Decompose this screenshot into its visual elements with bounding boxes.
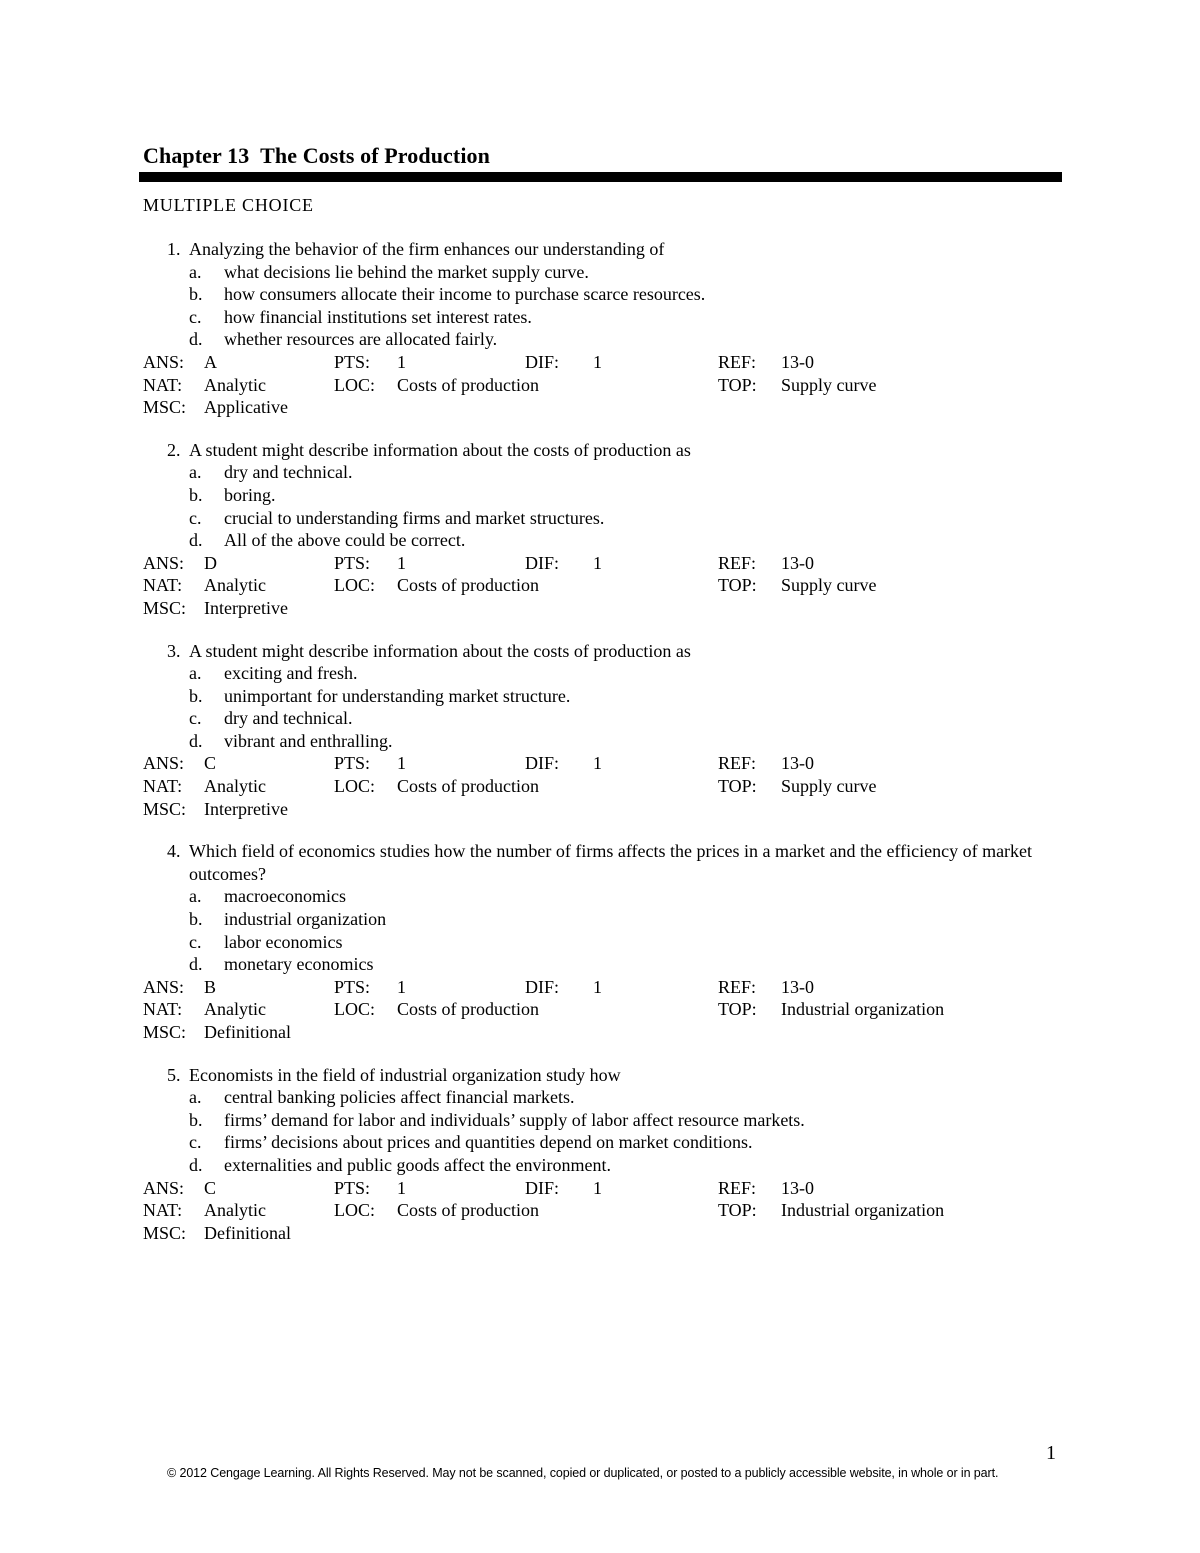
choice-d <box>143 328 1063 351</box>
choice-text: unimportant for understanding market structure. <box>224 685 571 706</box>
msc-meta-row <box>143 1222 1063 1245</box>
pts-label: PTS: <box>334 753 371 774</box>
pts-label: PTS: <box>334 552 371 573</box>
choice-b <box>143 484 1063 507</box>
ref-label: REF: <box>718 753 757 774</box>
top-label: TOP: <box>718 575 757 596</box>
ans-value: D <box>204 552 217 573</box>
choice-a <box>143 461 1063 484</box>
question-number: 3. <box>167 640 181 661</box>
loc-label: LOC: <box>334 374 376 395</box>
top-value: Industrial organization <box>781 999 945 1020</box>
msc-value: Definitional <box>204 1022 291 1042</box>
chapter-title: Chapter 13 The Costs of Production <box>143 143 490 168</box>
msc-value: Definitional <box>204 1222 291 1243</box>
choice-letter: c. <box>189 708 202 729</box>
pts-label: PTS: <box>334 976 371 997</box>
nat-value: Analytic <box>204 374 266 395</box>
nat-label: NAT: <box>143 776 183 797</box>
nat-value: Analytic <box>204 776 266 797</box>
question-text: A student might describe information about the costs of production as <box>189 439 691 460</box>
msc-meta-row <box>143 396 1063 419</box>
msc-value: Interpretive <box>204 798 288 819</box>
msc-label: MSC: <box>143 1022 187 1042</box>
answer-meta-row <box>143 1177 1063 1200</box>
choice-c <box>143 306 1063 329</box>
nat-meta-row <box>143 574 1063 597</box>
msc-meta-row <box>143 597 1063 620</box>
ans-label: ANS: <box>143 351 185 372</box>
top-value: Industrial organization <box>781 1200 945 1221</box>
loc-value: Costs of production <box>397 776 539 797</box>
choice-a <box>143 885 1063 908</box>
choice-c <box>143 707 1063 730</box>
question-number: 1. <box>167 239 181 259</box>
ref-value: 13-0 <box>781 753 814 774</box>
pts-label: PTS: <box>334 351 371 372</box>
choice-letter: b. <box>189 685 203 706</box>
pts-value: 1 <box>397 552 406 573</box>
loc-label: LOC: <box>334 575 376 596</box>
top-value: Supply curve <box>781 776 877 797</box>
choice-text: firms’ demand for labor and individuals’ supply of labor affect resource markets. <box>224 1109 805 1130</box>
dif-label: DIF: <box>525 552 560 573</box>
nat-meta-row <box>143 998 1063 1021</box>
top-label: TOP: <box>718 1200 757 1221</box>
choice-letter: c. <box>189 1132 202 1153</box>
choice-letter: a. <box>189 261 202 282</box>
question-text: A student might describe information about the costs of production as <box>189 640 691 661</box>
pts-value: 1 <box>397 753 406 774</box>
nat-meta-row <box>143 1199 1063 1222</box>
choice-text: dry and technical. <box>224 708 353 729</box>
ref-value: 13-0 <box>781 552 814 573</box>
choice-text: monetary economics <box>224 954 374 975</box>
loc-label: LOC: <box>334 999 376 1020</box>
choice-letter: d. <box>189 954 203 975</box>
pts-label: PTS: <box>334 1177 371 1198</box>
choice-letter: a. <box>189 462 202 483</box>
top-label: TOP: <box>718 776 757 797</box>
question-text: Economists in the field of industrial organization study how <box>189 1064 621 1085</box>
top-label: TOP: <box>718 374 757 395</box>
ref-label: REF: <box>718 552 757 573</box>
copyright-footer: © 2012 Cengage Learning. All Rights Reserved. May not be scanned, copied or duplicated, or posted to a publicly accessible website, in whole or in part. <box>167 1466 999 1480</box>
pts-value: 1 <box>397 351 406 372</box>
loc-value: Costs of production <box>397 575 539 596</box>
ans-value: C <box>204 1177 217 1198</box>
dif-label: DIF: <box>525 1177 560 1198</box>
question-list <box>143 238 1063 1264</box>
top-value: Supply curve <box>781 374 877 395</box>
choice-b <box>143 1109 1063 1132</box>
choice-text: firms’ decisions about prices and quantities depend on market conditions. <box>224 1132 753 1153</box>
nat-value: Analytic <box>204 1200 266 1221</box>
ans-label: ANS: <box>143 1177 185 1198</box>
ans-label: ANS: <box>143 552 185 573</box>
choice-text: central banking policies affect financial markets. <box>224 1087 575 1108</box>
nat-label: NAT: <box>143 575 183 596</box>
dif-value: 1 <box>593 1177 602 1198</box>
choice-d <box>143 953 1063 976</box>
choice-c <box>143 931 1063 954</box>
choice-text: what decisions lie behind the market supply curve. <box>224 261 589 282</box>
choice-c <box>143 507 1063 530</box>
dif-label: DIF: <box>525 976 560 997</box>
ref-label: REF: <box>718 351 757 372</box>
ans-label: ANS: <box>143 753 185 774</box>
nat-label: NAT: <box>143 1200 183 1221</box>
choice-text: labor economics <box>224 931 343 952</box>
choice-d <box>143 529 1063 552</box>
choice-letter: b. <box>189 484 203 505</box>
choice-text: All of the above could be correct. <box>224 530 466 551</box>
title-rule <box>139 172 1062 182</box>
choice-text: crucial to understanding firms and market structures. <box>224 507 605 528</box>
choice-letter: a. <box>189 663 202 684</box>
nat-label: NAT: <box>143 999 183 1020</box>
nat-meta-row <box>143 374 1063 397</box>
nat-label: NAT: <box>143 374 183 395</box>
question-stem <box>143 1064 1063 1087</box>
choice-letter: d. <box>189 1154 203 1175</box>
answer-meta-row <box>143 552 1063 575</box>
question-stem <box>143 840 1063 885</box>
question-5 <box>143 1064 1063 1245</box>
nat-meta-row <box>143 775 1063 798</box>
question-text: Analyzing the behavior of the firm enhances our understanding of <box>189 239 665 259</box>
msc-label: MSC: <box>143 597 187 618</box>
loc-value: Costs of production <box>397 374 539 395</box>
loc-value: Costs of production <box>397 999 539 1020</box>
msc-value: Applicative <box>204 397 288 418</box>
choice-text: how financial institutions set interest rates. <box>224 306 532 327</box>
msc-meta-row <box>143 1021 1063 1044</box>
question-text: Which field of economics studies how the number of firms affects the prices in a market and the efficiency of market outcomes? <box>189 841 1033 884</box>
choice-letter: b. <box>189 909 203 930</box>
choice-b <box>143 908 1063 931</box>
choice-letter: c. <box>189 931 202 952</box>
choice-text: dry and technical. <box>224 462 353 483</box>
choice-letter: d. <box>189 530 203 551</box>
choice-text: boring. <box>224 484 276 505</box>
choice-d <box>143 1154 1063 1177</box>
answer-meta-row <box>143 976 1063 999</box>
dif-label: DIF: <box>525 351 560 372</box>
nat-value: Analytic <box>204 999 266 1020</box>
choice-a <box>143 261 1063 284</box>
top-value: Supply curve <box>781 575 877 596</box>
choice-text: industrial organization <box>224 909 387 930</box>
choice-letter: c. <box>189 507 202 528</box>
dif-value: 1 <box>593 753 602 774</box>
question-stem <box>143 640 1063 663</box>
section-heading: MULTIPLE CHOICE <box>143 195 314 215</box>
loc-label: LOC: <box>334 1200 376 1221</box>
choice-letter: a. <box>189 886 202 907</box>
dif-value: 1 <box>593 976 602 997</box>
choice-letter: d. <box>189 329 203 350</box>
pts-value: 1 <box>397 976 406 997</box>
ref-value: 13-0 <box>781 976 814 997</box>
question-stem <box>143 238 1063 261</box>
choice-text: how consumers allocate their income to purchase scarce resources. <box>224 284 706 305</box>
dif-label: DIF: <box>525 753 560 774</box>
msc-value: Interpretive <box>204 597 288 618</box>
choice-letter: b. <box>189 1109 203 1130</box>
dif-value: 1 <box>593 552 602 573</box>
choice-text: vibrant and enthralling. <box>224 730 393 751</box>
answer-meta-row <box>143 351 1063 374</box>
choice-text: externalities and public goods affect the environment. <box>224 1154 612 1175</box>
choice-letter: c. <box>189 306 202 327</box>
top-label: TOP: <box>718 999 757 1020</box>
question-2 <box>143 439 1063 620</box>
answer-meta-row <box>143 752 1063 775</box>
question-1 <box>143 238 1063 419</box>
choice-b <box>143 283 1063 306</box>
pts-value: 1 <box>397 1177 406 1198</box>
page-number: 1 <box>1046 1442 1056 1464</box>
msc-label: MSC: <box>143 798 187 819</box>
msc-label: MSC: <box>143 397 187 418</box>
ref-value: 13-0 <box>781 1177 814 1198</box>
choice-b <box>143 685 1063 708</box>
question-stem <box>143 439 1063 462</box>
choice-a <box>143 1086 1063 1109</box>
choice-a <box>143 662 1063 685</box>
choice-letter: d. <box>189 730 203 751</box>
ans-value: C <box>204 753 217 774</box>
nat-value: Analytic <box>204 575 266 596</box>
question-number: 4. <box>167 841 181 862</box>
choice-text: exciting and fresh. <box>224 663 358 684</box>
choice-d <box>143 730 1063 753</box>
choice-text: whether resources are allocated fairly. <box>224 329 498 350</box>
msc-label: MSC: <box>143 1222 187 1243</box>
ref-label: REF: <box>718 976 757 997</box>
question-3 <box>143 640 1063 821</box>
loc-label: LOC: <box>334 776 376 797</box>
ans-label: ANS: <box>143 976 185 997</box>
choice-letter: b. <box>189 284 203 305</box>
dif-value: 1 <box>593 351 602 372</box>
ans-value: B <box>204 976 217 997</box>
question-number: 2. <box>167 439 181 460</box>
choice-letter: a. <box>189 1087 202 1108</box>
msc-meta-row <box>143 798 1063 821</box>
loc-value: Costs of production <box>397 1200 539 1221</box>
choice-text: macroeconomics <box>224 886 346 907</box>
choice-c <box>143 1131 1063 1154</box>
question-4 <box>143 840 1063 1043</box>
ans-value: A <box>204 351 217 372</box>
ref-label: REF: <box>718 1177 757 1198</box>
ref-value: 13-0 <box>781 351 814 372</box>
question-number: 5. <box>167 1064 181 1085</box>
